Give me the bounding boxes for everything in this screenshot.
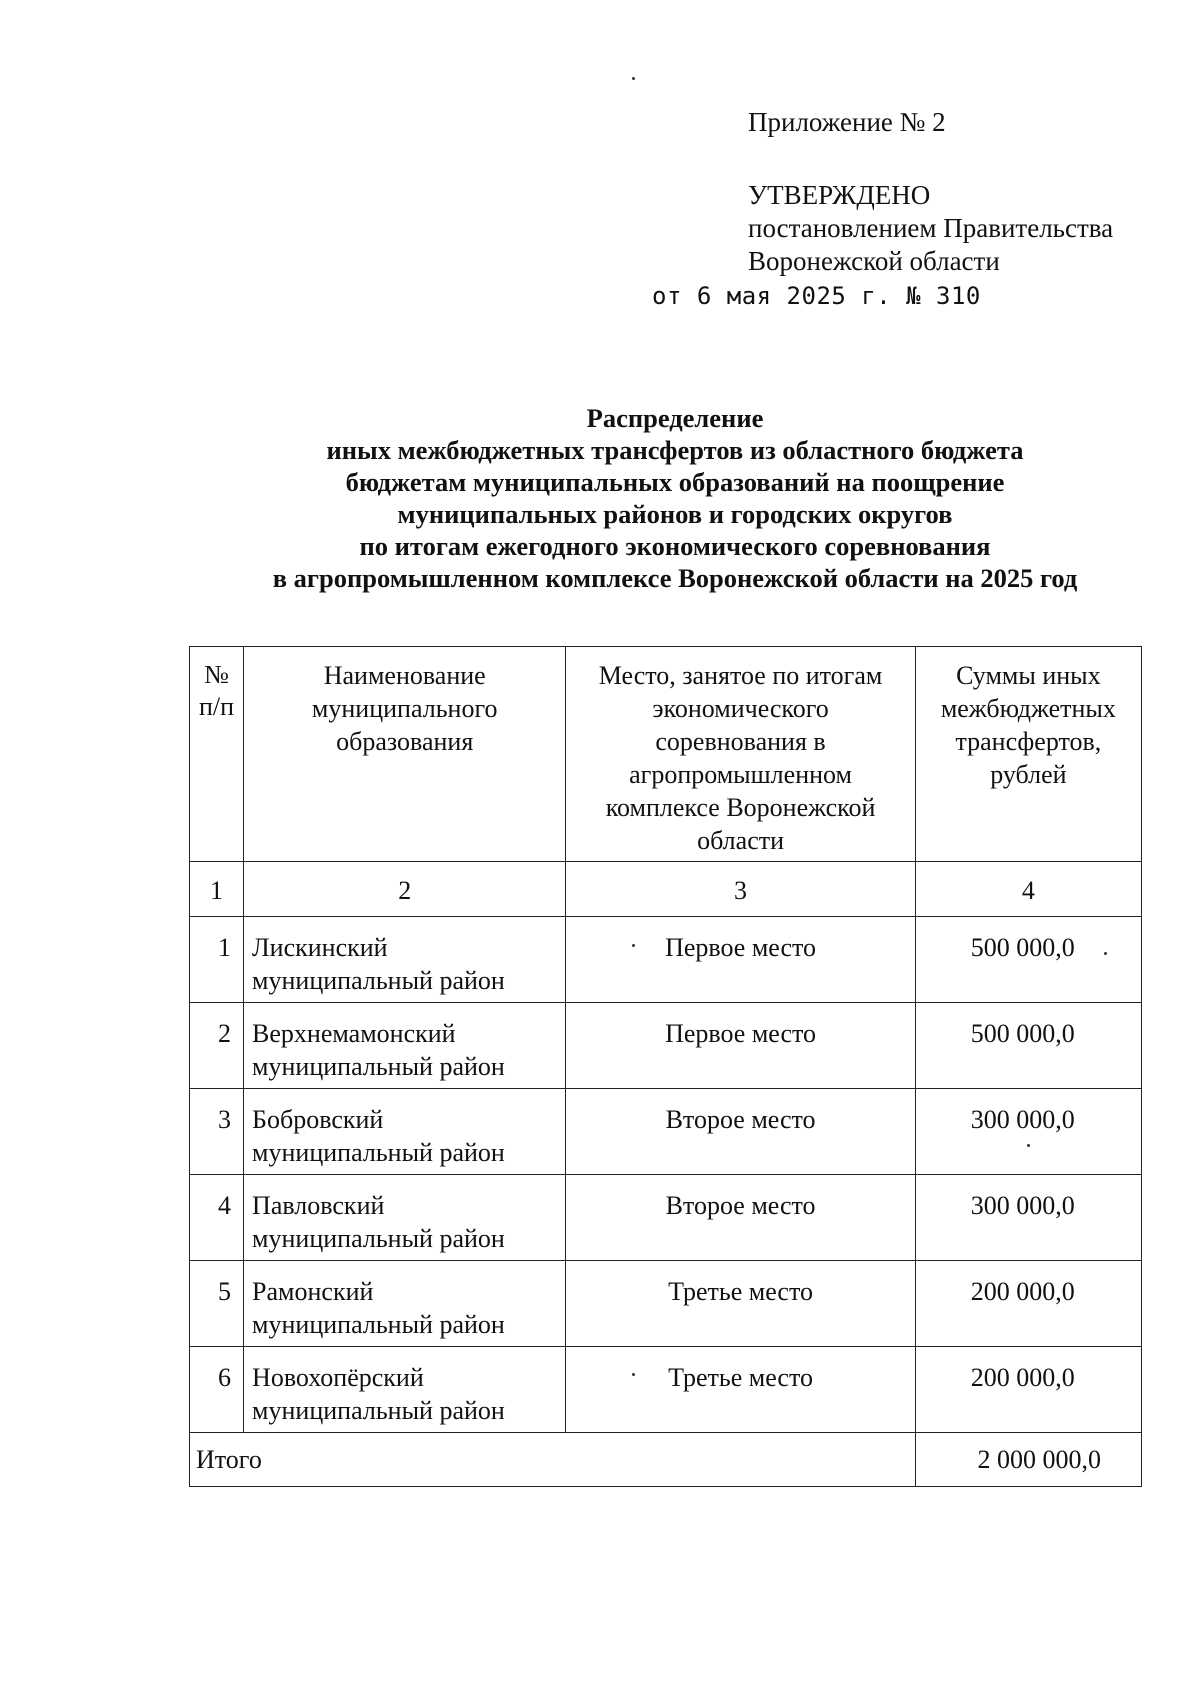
municipality-name: Верхнемамонский муниципальный район [244, 1003, 566, 1089]
row-number: 4 [190, 1175, 244, 1261]
municipality-name: Бобровский муниципальный район [244, 1089, 566, 1175]
row-number: 2 [190, 1003, 244, 1089]
document-title [160, 402, 1190, 594]
header-amount: Суммы иных межбюджетных трансфертов, рублей [915, 647, 1141, 862]
table-header-row [190, 647, 1142, 862]
approval-line-1: постановлением Правительства [748, 213, 1114, 243]
header-number: № п/п [190, 647, 244, 862]
title-line: Распределение [586, 403, 764, 433]
place-value: Первое место [566, 1003, 915, 1089]
scan-speck [1027, 1144, 1030, 1147]
row-number: 3 [190, 1089, 244, 1175]
decree-date-number: от 6 мая 2025 г. № 310 [652, 282, 981, 310]
column-number: 4 [915, 862, 1141, 917]
place-value: Второе место [566, 1089, 915, 1175]
amount-value: 300 000,0 [915, 1175, 1141, 1261]
title-line: в агропромышленном комплексе Воронежской области на 2025 год [272, 563, 1078, 593]
municipality-name: Лискинский муниципальный район [244, 917, 566, 1003]
table-row [190, 917, 1142, 1003]
total-amount: 2 000 000,0 [915, 1433, 1141, 1487]
approval-line-2: Воронежской области [748, 246, 1000, 276]
amount-value: 500 000,0 [915, 917, 1141, 1003]
approval-block [748, 106, 1113, 278]
place-value: Третье место [566, 1347, 915, 1433]
table-row [190, 1347, 1142, 1433]
title-line: по итогам ежегодного экономического соревнования [359, 531, 991, 561]
table-row [190, 1175, 1142, 1261]
row-number: 1 [190, 917, 244, 1003]
column-number: 1 [190, 862, 244, 917]
title-line: иных межбюджетных трансфертов из областного бюджета [326, 435, 1024, 465]
column-number-row [190, 862, 1142, 917]
place-value: Второе место [566, 1175, 915, 1261]
amount-value: 300 000,0 [915, 1089, 1141, 1175]
row-number: 5 [190, 1261, 244, 1347]
approved-stamp-text: УТВЕРЖДЕНО [748, 180, 931, 210]
title-line: муниципальных районов и городских округов [397, 499, 953, 529]
allocation-table [189, 646, 1142, 1487]
place-value: Третье место [566, 1261, 915, 1347]
scan-speck [632, 944, 635, 947]
scan-speck [632, 77, 635, 80]
place-value: Первое место [566, 917, 915, 1003]
municipality-name: Рамонский муниципальный район [244, 1261, 566, 1347]
column-number: 2 [244, 862, 566, 917]
municipality-name: Павловский муниципальный район [244, 1175, 566, 1261]
table-row [190, 1261, 1142, 1347]
scan-speck [632, 1373, 635, 1376]
municipality-name: Новохопёрский муниципальный район [244, 1347, 566, 1433]
title-line: бюджетам муниципальных образований на поощрение [345, 467, 1005, 497]
amount-value: 200 000,0 [915, 1261, 1141, 1347]
row-number: 6 [190, 1347, 244, 1433]
amount-value: 200 000,0 [915, 1347, 1141, 1433]
header-municipality: Наименование муниципального образования [244, 647, 566, 862]
appendix-number: Приложение № 2 [748, 107, 946, 137]
header-place: Место, занятое по итогам экономического соревнования в агропромышленном комплексе Воронежской области [566, 647, 915, 862]
column-number: 3 [566, 862, 915, 917]
amount-value: 500 000,0 [915, 1003, 1141, 1089]
table-row [190, 1089, 1142, 1175]
scan-speck [1104, 952, 1107, 955]
table-row [190, 1003, 1142, 1089]
total-label: Итого [190, 1433, 916, 1487]
total-row [190, 1433, 1142, 1487]
